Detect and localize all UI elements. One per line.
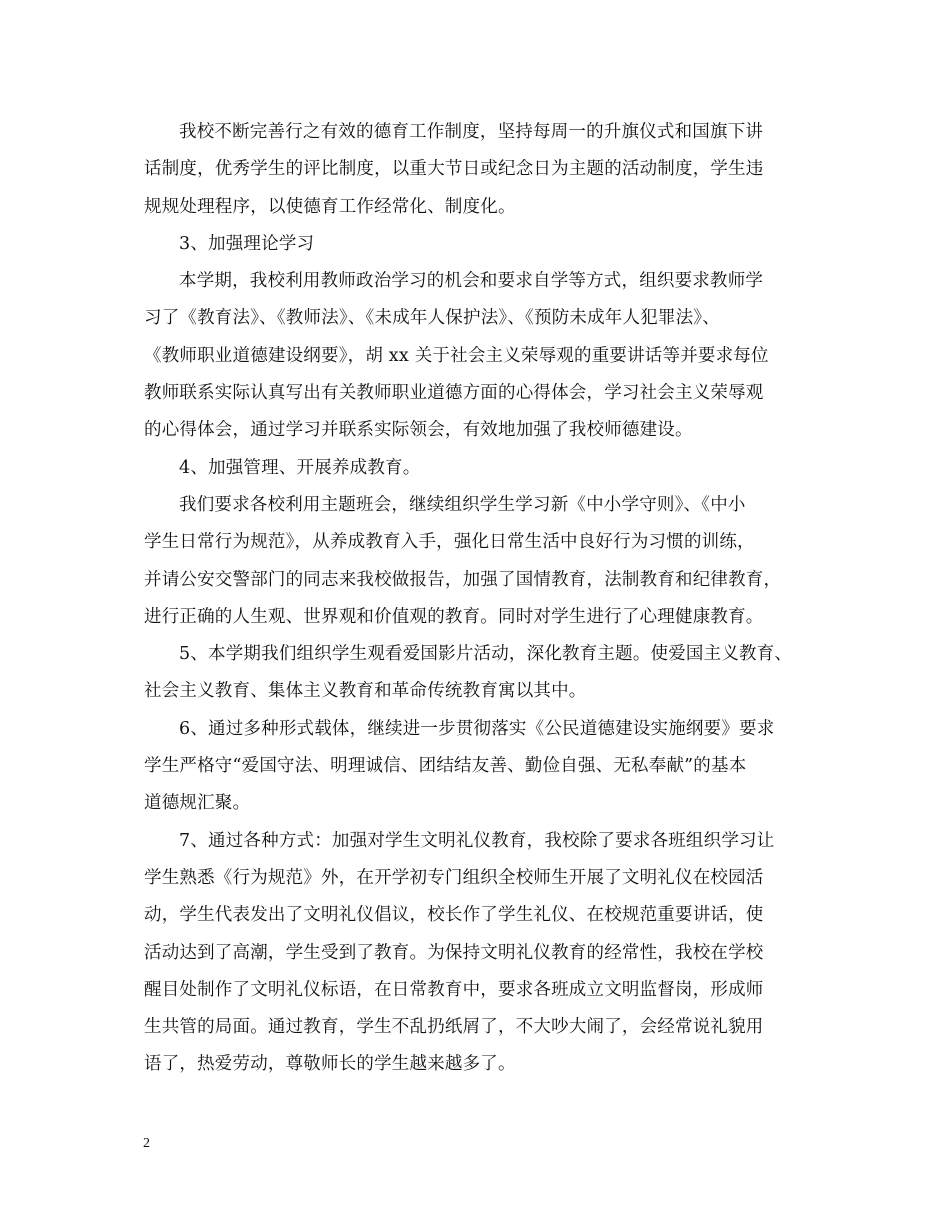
text-line: 教师联系实际认真写出有关教师职业道德方面的心得体会，学习社会主义荣辱观 bbox=[144, 383, 764, 404]
text-line: 生共管的局面。通过教育，学生不乱扔纸屑了，不大吵大闹了，会经常说礼貌用 bbox=[144, 1017, 764, 1038]
text-line: 进行正确的人生观、世界观和价值观的教育。同时对学生进行了心理健康教育。 bbox=[144, 606, 764, 627]
text-line: 5、本学期我们组织学生观看爱国影片活动，深化教育主题。使爱国主义教育、 bbox=[179, 644, 793, 665]
text-line: 语了，热爱劳动，尊敬师长的学生越来越多了。 bbox=[144, 1054, 516, 1075]
text-line: 习了《教育法》、《教师法》、《未成年人保护法》、《预防未成年人犯罪法》、 bbox=[144, 308, 720, 329]
text-line: 的心得体会，通过学习并联系实际领会，有效地加强了我校师德建设。 bbox=[144, 420, 693, 441]
text-line: 我校不断完善行之有效的德育工作制度，坚持每周一的升旗仪式和国旗下讲 bbox=[179, 122, 764, 142]
text-line: 4、加强管理、开展养成教育。 bbox=[179, 457, 421, 478]
text-line: 我们要求各校利用主题班会，继续组织学生学习新《中小学守则》、《中小 bbox=[179, 494, 746, 515]
text-line: 《教师职业道德建设纲要》，胡 xx 关于社会主义荣辱观的重要讲话等并要求每位 bbox=[144, 345, 769, 366]
text-line: 规规处理程序，以使德育工作经常化、制度化。 bbox=[144, 196, 516, 217]
document-body bbox=[144, 114, 824, 1084]
text-line: 学生日常行为规范》，从养成教育入手，强化日常生活中良好行为习惯的训练， bbox=[144, 532, 755, 553]
text-line: 6、通过多种形式载体，继续进一步贯彻落实《公民道德建设实施纲要》要求 bbox=[179, 718, 775, 739]
text-line: 醒目处制作了文明礼仪标语，在日常教育中，要求各班成立文明监督岗，形成师 bbox=[144, 979, 764, 1000]
text-line: 动，学生代表发出了文明礼仪倡议，校长作了学生礼仪、在校规范重要讲话，使 bbox=[144, 905, 764, 926]
text-line: 学生熟悉《行为规范》外，在开学初专门组织全校师生开展了文明礼仪在校园活 bbox=[144, 867, 764, 888]
text-line: 7、通过各种方式：加强对学生文明礼仪教育，我校除了要求各班组织学习让 bbox=[179, 830, 775, 851]
text-line: 道德规汇聚。 bbox=[144, 793, 251, 814]
text-line: 3、加强理论学习 bbox=[179, 233, 315, 254]
text-line: 活动达到了高潮，学生受到了教育。为保持文明礼仪教育的经常性，我校在学校 bbox=[144, 942, 764, 963]
text-line: 话制度，优秀学生的评比制度，以重大节日或纪念日为主题的活动制度，学生违 bbox=[144, 159, 764, 180]
text-line: 本学期，我校利用教师政治学习的机会和要求自学等方式，组织要求教师学 bbox=[179, 271, 764, 292]
text-line: 社会主义教育、集体主义教育和革命传统教育寓以其中。 bbox=[144, 681, 587, 702]
text-line: 学生严格守“爱国守法、明理诚信、团结结友善、勤俭自强、无私奉献”的基本 bbox=[144, 756, 747, 777]
text-line: 并请公安交警部门的同志来我校做报告，加强了国情教育，法制教育和纪律教育， bbox=[144, 569, 782, 590]
page-number: 2 bbox=[143, 1136, 150, 1151]
